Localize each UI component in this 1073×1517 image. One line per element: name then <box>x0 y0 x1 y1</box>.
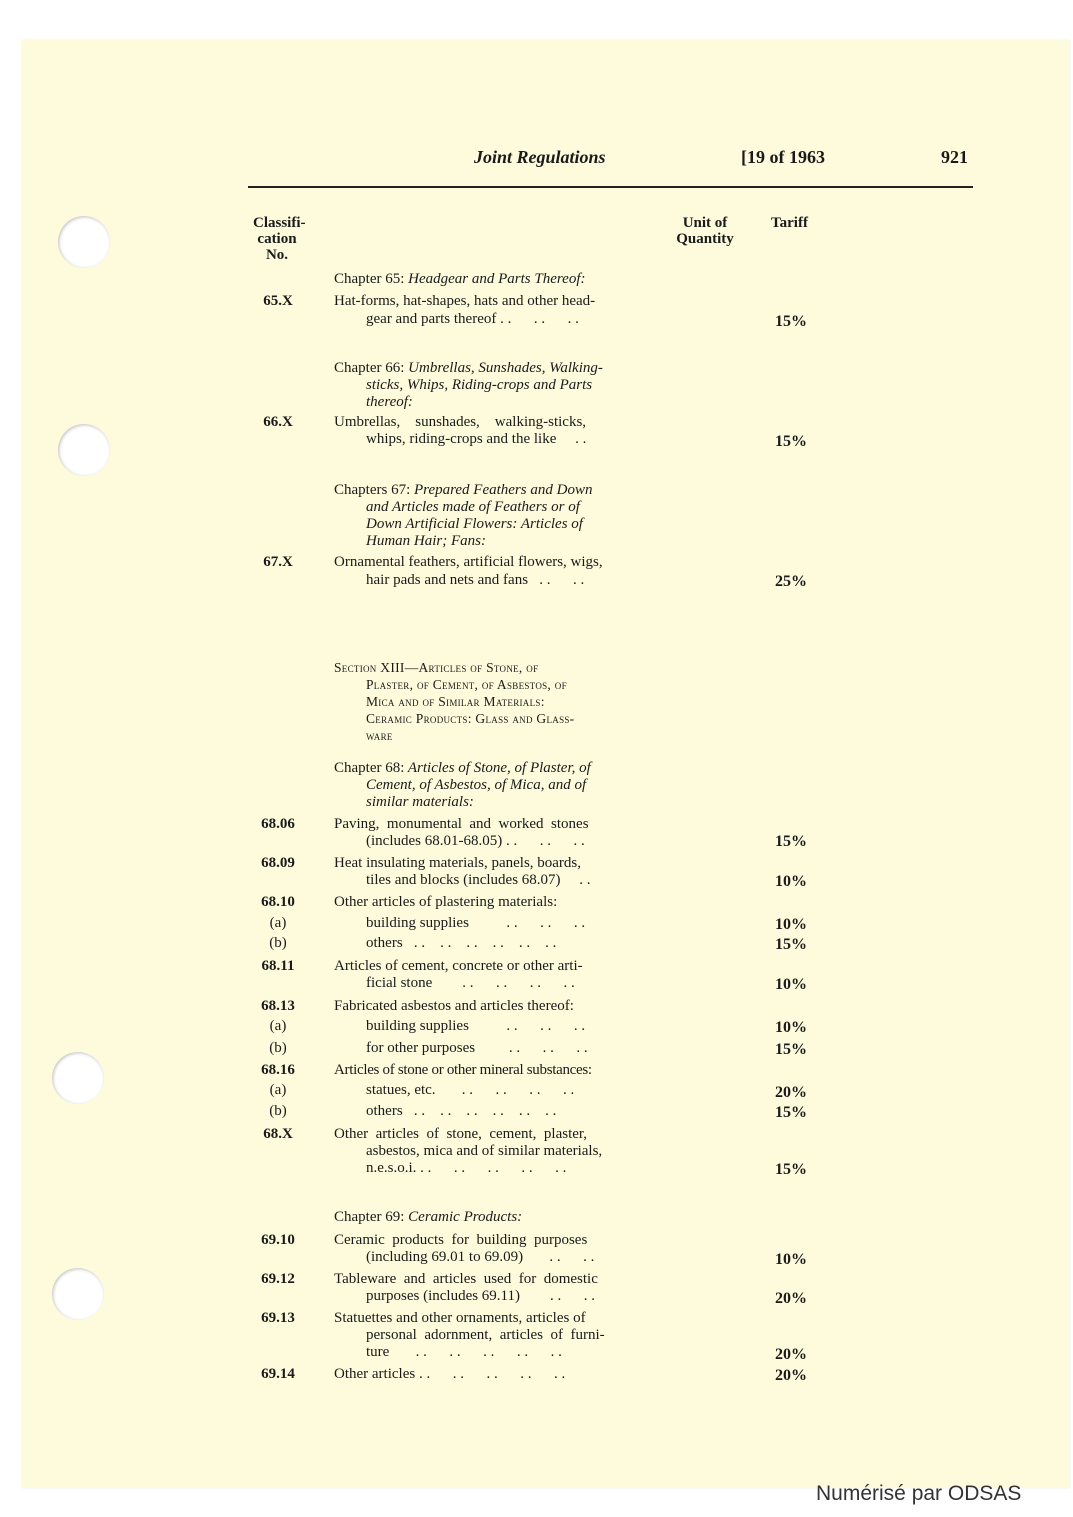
item-description: Articles of stone or other mineral substances: <box>334 1062 592 1078</box>
chapter-label: Chapter 65: <box>334 271 405 287</box>
tariff-rate: 10% <box>775 873 807 890</box>
sub-item-letter: (a) <box>269 915 287 931</box>
tariff-rate: 15% <box>775 833 807 850</box>
classification-no: 69.14 <box>261 1366 295 1382</box>
item-description: gear and parts thereof . . . . . . <box>366 311 579 327</box>
page-number: 921 <box>941 147 968 167</box>
chapter-heading <box>334 760 660 776</box>
sub-item-letter: (a) <box>269 1018 287 1034</box>
sub-item-letter: (b) <box>269 1040 287 1056</box>
chapter-label: Chapter 68: <box>334 760 405 776</box>
chapter-heading <box>334 1209 660 1225</box>
section-heading: Plaster, of Cement, of Asbestos, of <box>366 677 567 692</box>
tariff-rate: 10% <box>775 1251 807 1268</box>
section-heading: Mica and of Similar Materials: <box>366 694 545 709</box>
section-heading: ware <box>366 728 393 743</box>
punch-hole <box>52 1052 104 1104</box>
item-description: others . . . . . . . . . . . . <box>366 1103 557 1119</box>
item-description: Other articles of stone, cement, plaster, <box>334 1126 588 1142</box>
item-description: Statuettes and other ornaments, articles of <box>334 1310 586 1326</box>
classification-no: 69.13 <box>261 1310 295 1326</box>
chapter-title: sticks, Whips, Riding-crops and Parts <box>366 377 593 393</box>
tariff-rate: 10% <box>775 1019 807 1036</box>
section-heading: Section XIII—Articles of Stone, of <box>334 660 539 675</box>
punch-hole <box>58 216 110 268</box>
tariff-rate: 25% <box>775 573 807 590</box>
tariff-rate: 20% <box>775 1346 807 1363</box>
column-header-unit: Unit of Quantity <box>676 215 734 247</box>
tariff-rate: 15% <box>775 433 807 450</box>
item-description: Ornamental feathers, artificial flowers, wigs, <box>334 554 603 570</box>
item-description: Articles of cement, concrete or other arti- <box>334 958 583 974</box>
item-description: Other articles of plastering materials: <box>334 894 558 910</box>
tariff-rate: 15% <box>775 313 807 330</box>
classification-no: 68.X <box>263 1126 293 1142</box>
item-description: Heat insulating materials, panels, boards, <box>334 855 582 871</box>
classification-no: 68.10 <box>261 894 295 910</box>
item-description: Fabricated asbestos and articles thereof: <box>334 998 574 1014</box>
tariff-rate: 10% <box>775 976 807 993</box>
item-description: Other articles . . . . . . . . . . <box>334 1366 566 1382</box>
item-description: purposes (includes 69.11) . . . . <box>366 1288 595 1304</box>
tariff-rate: 15% <box>775 936 807 953</box>
classification-no: 65.X <box>263 293 293 309</box>
chapter-title: Umbrellas, Sunshades, Walking- <box>404 360 603 376</box>
chapter-title: thereof: <box>366 394 413 410</box>
act-number: [19 of 1963 <box>741 147 825 167</box>
item-description: Paving, monumental and worked stones <box>334 816 589 832</box>
classification-no: 68.09 <box>261 855 295 871</box>
item-description: ficial stone . . . . . . . . <box>366 975 575 991</box>
punch-hole <box>52 1268 104 1320</box>
column-header-classification: Classifi- cation No. <box>253 215 306 263</box>
chapter-title: and Articles made of Feathers or of <box>366 499 580 515</box>
chapter-label: Chapter 66: <box>334 360 405 376</box>
sub-item-letter: (b) <box>269 935 287 951</box>
chapter-heading <box>334 360 660 376</box>
chapter-heading <box>334 271 660 287</box>
classification-no: 66.X <box>263 414 293 430</box>
punch-hole <box>58 424 110 476</box>
item-description: statues, etc. . . . . . . . . <box>366 1082 575 1098</box>
item-description: others . . . . . . . . . . . . <box>366 935 557 951</box>
classification-no: 68.16 <box>261 1062 295 1078</box>
item-description: hair pads and nets and fans . . . . <box>366 572 585 588</box>
item-description: (includes 68.01-68.05) . . . . . . <box>366 833 585 849</box>
classification-no: 68.06 <box>261 816 295 832</box>
chapter-label: Chapter 69: <box>334 1209 405 1225</box>
chapter-title: Articles of Stone, of Plaster, of <box>404 760 591 776</box>
item-description: building supplies . . . . . . <box>366 915 586 931</box>
item-description: Hat-forms, hat-shapes, hats and other head- <box>334 293 596 309</box>
item-description: building supplies . . . . . . <box>366 1018 586 1034</box>
item-description: Tableware and articles used for domestic <box>334 1271 598 1287</box>
item-description: ture . . . . . . . . . . <box>366 1344 562 1360</box>
column-header-tariff: Tariff <box>771 215 808 231</box>
header-rule <box>248 186 973 188</box>
tariff-rate: 20% <box>775 1084 807 1101</box>
chapter-title: similar materials: <box>366 794 474 810</box>
chapter-title: Cement, of Asbestos, of Mica, and of <box>366 777 587 793</box>
item-description: n.e.s.o.i. . . . . . . . . . . <box>366 1160 567 1176</box>
chapter-label: Chapters 67: <box>334 482 411 498</box>
tariff-rate: 15% <box>775 1104 807 1121</box>
tariff-rate: 15% <box>775 1041 807 1058</box>
item-description: whips, riding-crops and the like . . <box>366 431 587 447</box>
item-description: Ceramic products for building purposes <box>334 1232 588 1248</box>
sub-item-letter: (b) <box>269 1103 287 1119</box>
item-description: (including 69.01 to 69.09) . . . . <box>366 1249 595 1265</box>
tariff-rate: 10% <box>775 916 807 933</box>
running-title: Joint Regulations <box>474 147 606 167</box>
sub-item-letter: (a) <box>269 1082 287 1098</box>
item-description: for other purposes . . . . . . <box>366 1040 588 1056</box>
classification-no: 69.12 <box>261 1271 295 1287</box>
tariff-rate: 20% <box>775 1290 807 1307</box>
classification-no: 68.11 <box>261 958 295 974</box>
chapter-title: Prepared Feathers and Down <box>410 482 593 498</box>
item-description: tiles and blocks (includes 68.07) . . <box>366 872 591 888</box>
chapter-heading <box>334 482 660 498</box>
tariff-rate: 15% <box>775 1161 807 1178</box>
item-description: Umbrellas, sunshades, walking-sticks, <box>334 414 587 430</box>
tariff-rate: 20% <box>775 1367 807 1384</box>
classification-no: 69.10 <box>261 1232 295 1248</box>
section-heading: Ceramic Products: Glass and Glass- <box>366 711 575 726</box>
chapter-title: Headgear and Parts Thereof: <box>404 271 586 287</box>
chapter-title: Ceramic Products: <box>404 1209 523 1225</box>
chapter-title: Human Hair; Fans: <box>366 533 486 549</box>
classification-no: 68.13 <box>261 998 295 1014</box>
item-description: personal adornment, articles of furni- <box>366 1327 605 1343</box>
item-description: asbestos, mica and of similar materials, <box>366 1143 603 1159</box>
digitization-credit: Numérisé par ODSAS <box>816 1482 1022 1505</box>
chapter-title: Down Artificial Flowers: Articles of <box>366 516 583 532</box>
classification-no: 67.X <box>263 554 293 570</box>
